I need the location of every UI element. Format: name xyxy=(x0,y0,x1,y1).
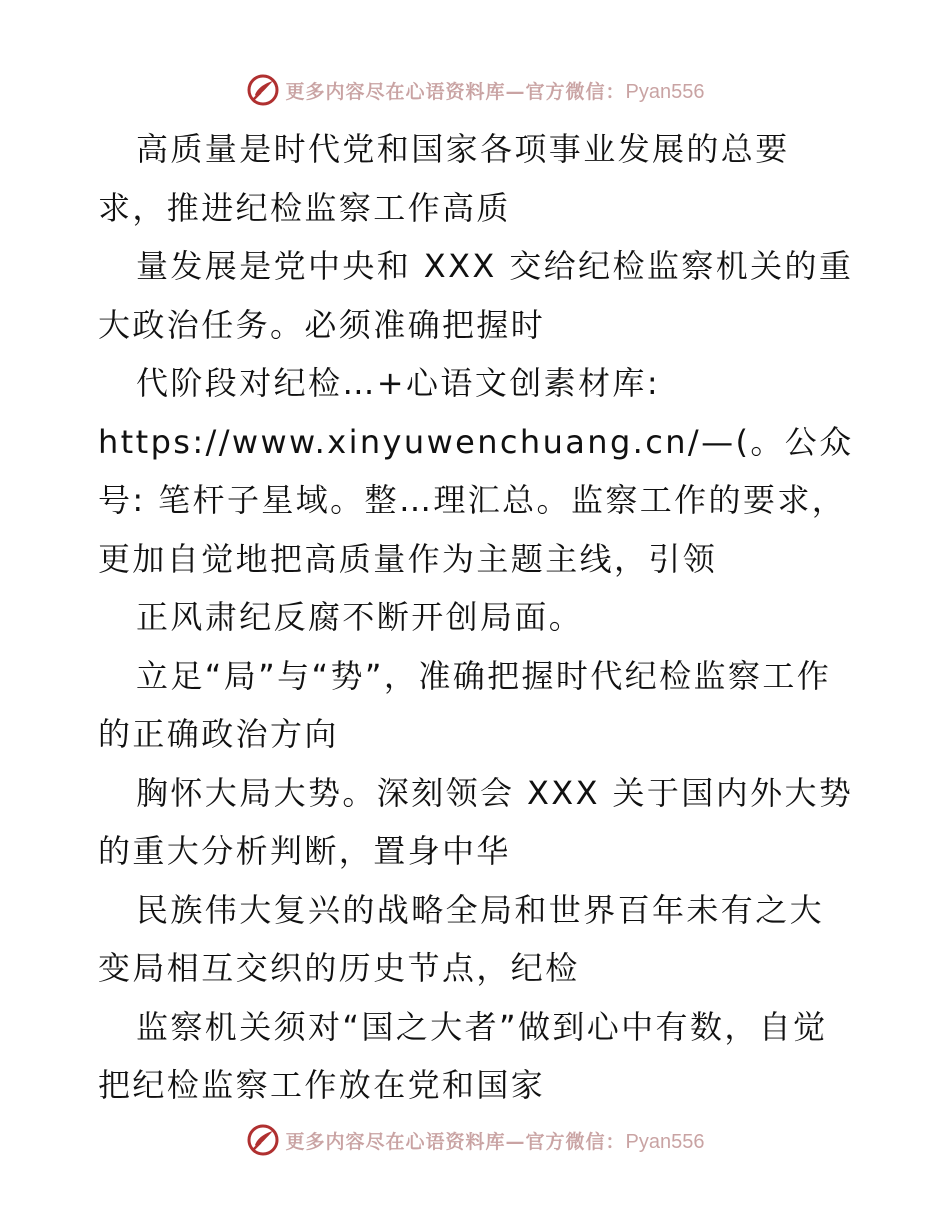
footer-banner-text: 更多内容尽在心语资料库—官方微信：Pyan556 xyxy=(285,1130,705,1153)
header-banner-content xyxy=(246,73,705,107)
header-banner-text: 更多内容尽在心语资料库—官方微信：Pyan556 xyxy=(285,80,705,103)
header-banner xyxy=(0,70,950,110)
paragraph-3: 代阶段对纪检…+心语文创素材库: https://www.xinyuwenchuang.cn/—(。公众号: 笔杆子星域。整…理汇总。监察工作的要求，更加自觉地把高质量作为主题主线，引领 xyxy=(98,364,854,578)
paragraph-4: 正风肃纪反腐不断开创局面。 xyxy=(136,598,584,636)
footer-banner-content xyxy=(246,1123,705,1157)
paragraph-2: 量发展是党中央和 XXX 交给纪检监察机关的重大政治任务。必须准确把握时 xyxy=(98,247,854,344)
paragraph-5: 立足“局”与“势”，准确把握时代纪检监察工作的正确政治方向 xyxy=(98,656,832,753)
footer-banner-handle: Pyan556 xyxy=(625,1130,705,1153)
paragraph-8: 监察机关须对“国之大者”做到心中有数，自觉把纪检监察工作放在党和国家 xyxy=(98,1007,828,1104)
paragraph-6: 胸怀大局大势。深刻领会 XXX 关于国内外大势的重大分析判断，置身中华 xyxy=(98,773,854,870)
header-banner-handle: Pyan556 xyxy=(625,80,705,103)
paragraph-7: 民族伟大复兴的战略全局和世界百年未有之大变局相互交织的历史节点，纪检 xyxy=(98,890,825,987)
paragraph-1: 高质量是时代党和国家各项事业发展的总要求，推进纪检监察工作高质 xyxy=(98,130,790,227)
logo-icon xyxy=(246,1123,280,1157)
logo-icon xyxy=(246,73,280,107)
footer-banner xyxy=(0,1120,950,1160)
document-body xyxy=(98,120,858,1115)
